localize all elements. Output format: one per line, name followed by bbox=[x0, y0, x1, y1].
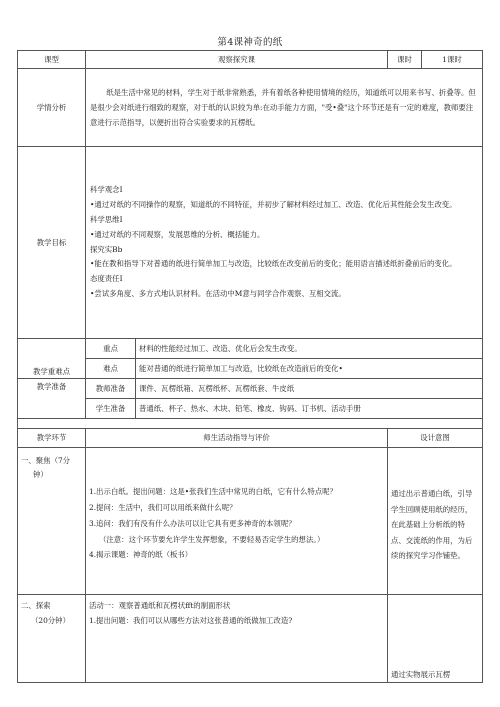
analysis-label: 学情分析 bbox=[18, 69, 86, 147]
key-points-label: 教学重难点 bbox=[18, 339, 86, 379]
analysis-row bbox=[18, 69, 483, 147]
focus-text: 材料的性能经过加工、改造、优化后会发生改变。 bbox=[136, 339, 483, 359]
process-step-header: 教学环节 bbox=[18, 429, 86, 448]
section-focus-design: 通过出示普通白纸，引导学生回顾使用纸的经历，在此基础上分析纸的特点、交流纸的作用，为后续的探究学习作铺垫。 bbox=[391, 489, 473, 561]
focus-item-2: 2.提问：生活中，我们可以用纸来做什么呢？ bbox=[89, 502, 237, 512]
difficulty-text: 能对普通的纸进行简单加工与改造，比较纸在改造前后的变化• bbox=[136, 359, 483, 379]
focus-item-1: 1.出示白纸。提出问题：这是•张我们生活中常见的白纸，它有什么特点呢？ bbox=[89, 487, 337, 496]
teacher-prep-label: 教师准备 bbox=[86, 379, 136, 399]
explore-activity-title: 活动一：观察普通纸和瓦楞状fft的制面形状 bbox=[89, 601, 231, 610]
process-design-header: 设计意图 bbox=[388, 429, 483, 448]
goals-label: 教学目标 bbox=[18, 147, 86, 339]
analysis-text: 纸是生活中常见的材料，学生对于纸非常熟悉，并有着纸各种使用情境的经历，知道纸可以用来书写、折叠等。但是很少会对纸进行细致的观察，对于纸的认识较为单:在动手能力方面，"受•叠"这个环节还是有一定的难度，教师要注意进行示范指导，以便折出符合实验要求的瓦楞纸。 bbox=[90, 87, 476, 128]
student-prep-label: 学生准备 bbox=[86, 399, 136, 419]
section-focus-step-line1: 一、聚焦（7分 bbox=[21, 456, 71, 465]
course-type-label: 课型 bbox=[18, 51, 86, 69]
process-activity-header: 师生活动指导与评价 bbox=[86, 429, 388, 448]
focus-item-3: 3.追问：我们有没有什么办法可以让它具有更多神奇的本领呢？ bbox=[89, 518, 296, 528]
goal-text-attitude: •尝试多角度、多方式地认识材料。在活动中M意与同学合作观察、互相交流。 bbox=[90, 288, 346, 298]
goal-text-inquiry: •能在教和指导下对普通的纸进行简单加工与改造，比较纸在改变前后的变化；能用语言描述纸折叠前后的变化。 bbox=[90, 259, 457, 269]
student-prep-text: 普通纸、杯子、热水、木块、铅笔、橡皮、钩码、订书机、活动手册 bbox=[136, 399, 483, 419]
lesson-plan-table bbox=[17, 50, 483, 683]
section-focus-row bbox=[18, 448, 483, 595]
section-explore-design: 通过实物展示瓦楞 bbox=[391, 669, 451, 679]
process-header-row bbox=[18, 429, 483, 448]
goal-text-concept: •通过对纸的不同操作的观察，知道纸的不同特征，并初步了解材料经过加工、改造、优化后其性能会发生改变。 bbox=[90, 200, 457, 210]
prep-label: 教学准备 bbox=[18, 379, 86, 419]
teacher-prep-row bbox=[18, 379, 483, 399]
section-explore-row bbox=[18, 595, 483, 683]
focus-label: 重点 bbox=[86, 339, 136, 359]
teacher-prep-text: 课件、瓦楞纸箱、瓦楞纸杯、瓦楞纸套、牛皮纸 bbox=[136, 379, 483, 399]
section-focus-step-line2: 钟） bbox=[33, 470, 48, 480]
student-prep-row bbox=[18, 399, 483, 419]
header-row bbox=[18, 51, 483, 69]
goal-heading-concept: 科学观念I bbox=[90, 185, 123, 195]
hours-value: 1课时 bbox=[422, 51, 483, 69]
hours-label: 课时 bbox=[388, 51, 422, 69]
course-type-value: 观察探究课 bbox=[86, 51, 388, 69]
focus-item-note: （注意：这个环节要允许学生发挥想象，不要轻易否定学生的想法。） bbox=[99, 534, 325, 544]
goals-row bbox=[18, 147, 483, 339]
goal-heading-attitude: 态度责任I bbox=[90, 274, 123, 284]
spacer-row bbox=[18, 419, 483, 429]
goal-text-thinking: •通过对纸的不同观察，发展思维的分析、概括能力。 bbox=[90, 229, 265, 239]
explore-item-1: 1.提出问题：我们可以从哪些方法对这张普通的纸做加工改造? bbox=[89, 615, 293, 625]
difficulty-label: 难点 bbox=[86, 359, 136, 379]
section-explore-step-line1: 二、探索 bbox=[21, 601, 51, 610]
section-explore-step-line2: （20分钟） bbox=[31, 615, 70, 625]
page-title: 第4课神奇的纸 bbox=[217, 37, 283, 48]
focus-item-4: 4.揭示课题：神奇的纸（板书） bbox=[89, 550, 193, 560]
focus-row bbox=[18, 339, 483, 359]
goal-heading-inquiry: 探究实Bb bbox=[90, 244, 123, 254]
difficulty-row bbox=[18, 359, 483, 379]
goal-heading-thinking: 科学思维I bbox=[90, 214, 123, 224]
lesson-plan bbox=[17, 50, 482, 707]
